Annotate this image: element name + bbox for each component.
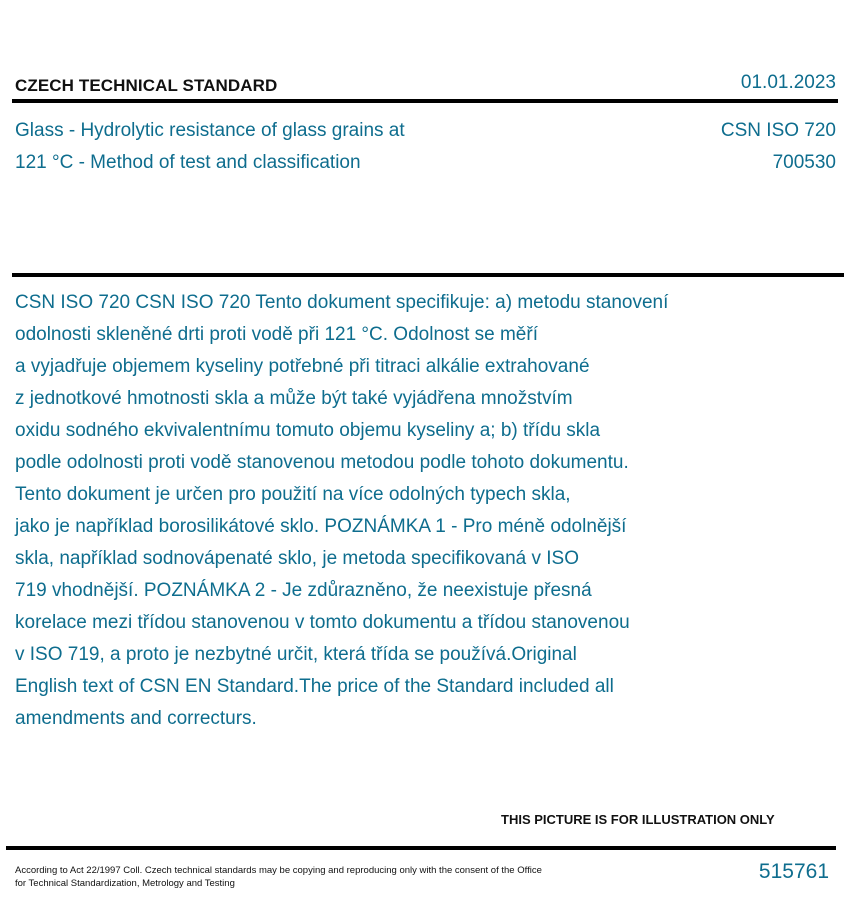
middle-rule (12, 273, 844, 277)
legal-notice: According to Act 22/1997 Coll. Czech technical standards may be copying and reproducing only with the consent of the Office for Technical Standardization, Metrology and Testing (15, 865, 542, 889)
standard-description: CSN ISO 720 CSN ISO 720 Tento dokument specifikuje: a) metodu stanovení odolnosti skleněné drti proti vodě při 121 °C. Odolnost se měří a vyjadřuje objemem kyseliny potřebné při titraci alkálie extrahované z jednotkové hmotnosti skla a může být také vyjádřena množstvím oxidu sodného ekvivalentnímu tomuto objemu kyseliny a; b) třídu skla podle odolnosti proti vodě stanovenou metodou podle tohoto dokumentu. Tento dokument je určen pro použití na více odolných typech skla, jako je například borosilikátové sklo. POZNÁMKA 1 - Pro méně odolnější skla, například sodnovápenaté sklo, je metoda specifikovaná v ISO 719 vhodnější. POZNÁMKA 2 - Je zdůrazněno, že neexistuje přesná korelace mezi třídou stanovenou v tomto dokumentu a třídou stanovenou v ISO 719, a proto je nezbytné určit, která třída se používá.Original English text of CSN EN Standard.The price of the Standard included all amendments and correcturs. (15, 292, 669, 729)
bottom-rule (6, 846, 836, 850)
document-number: 515761 (758, 860, 829, 883)
standard-identifiers (721, 115, 836, 179)
standard-code: CSN ISO 720 (720, 120, 836, 141)
standard-title: Glass - Hydrolytic resistance of glass grains at 121 °C - Method of test and classification (15, 120, 405, 173)
illustration-note: THIS PICTURE IS FOR ILLUSTRATION ONLY (501, 812, 775, 827)
classification-number: 700530 (772, 152, 836, 173)
document-header-label: CZECH TECHNICAL STANDARD (15, 76, 278, 95)
document-date: 01.01.2023 (740, 72, 836, 93)
top-rule (12, 99, 838, 103)
